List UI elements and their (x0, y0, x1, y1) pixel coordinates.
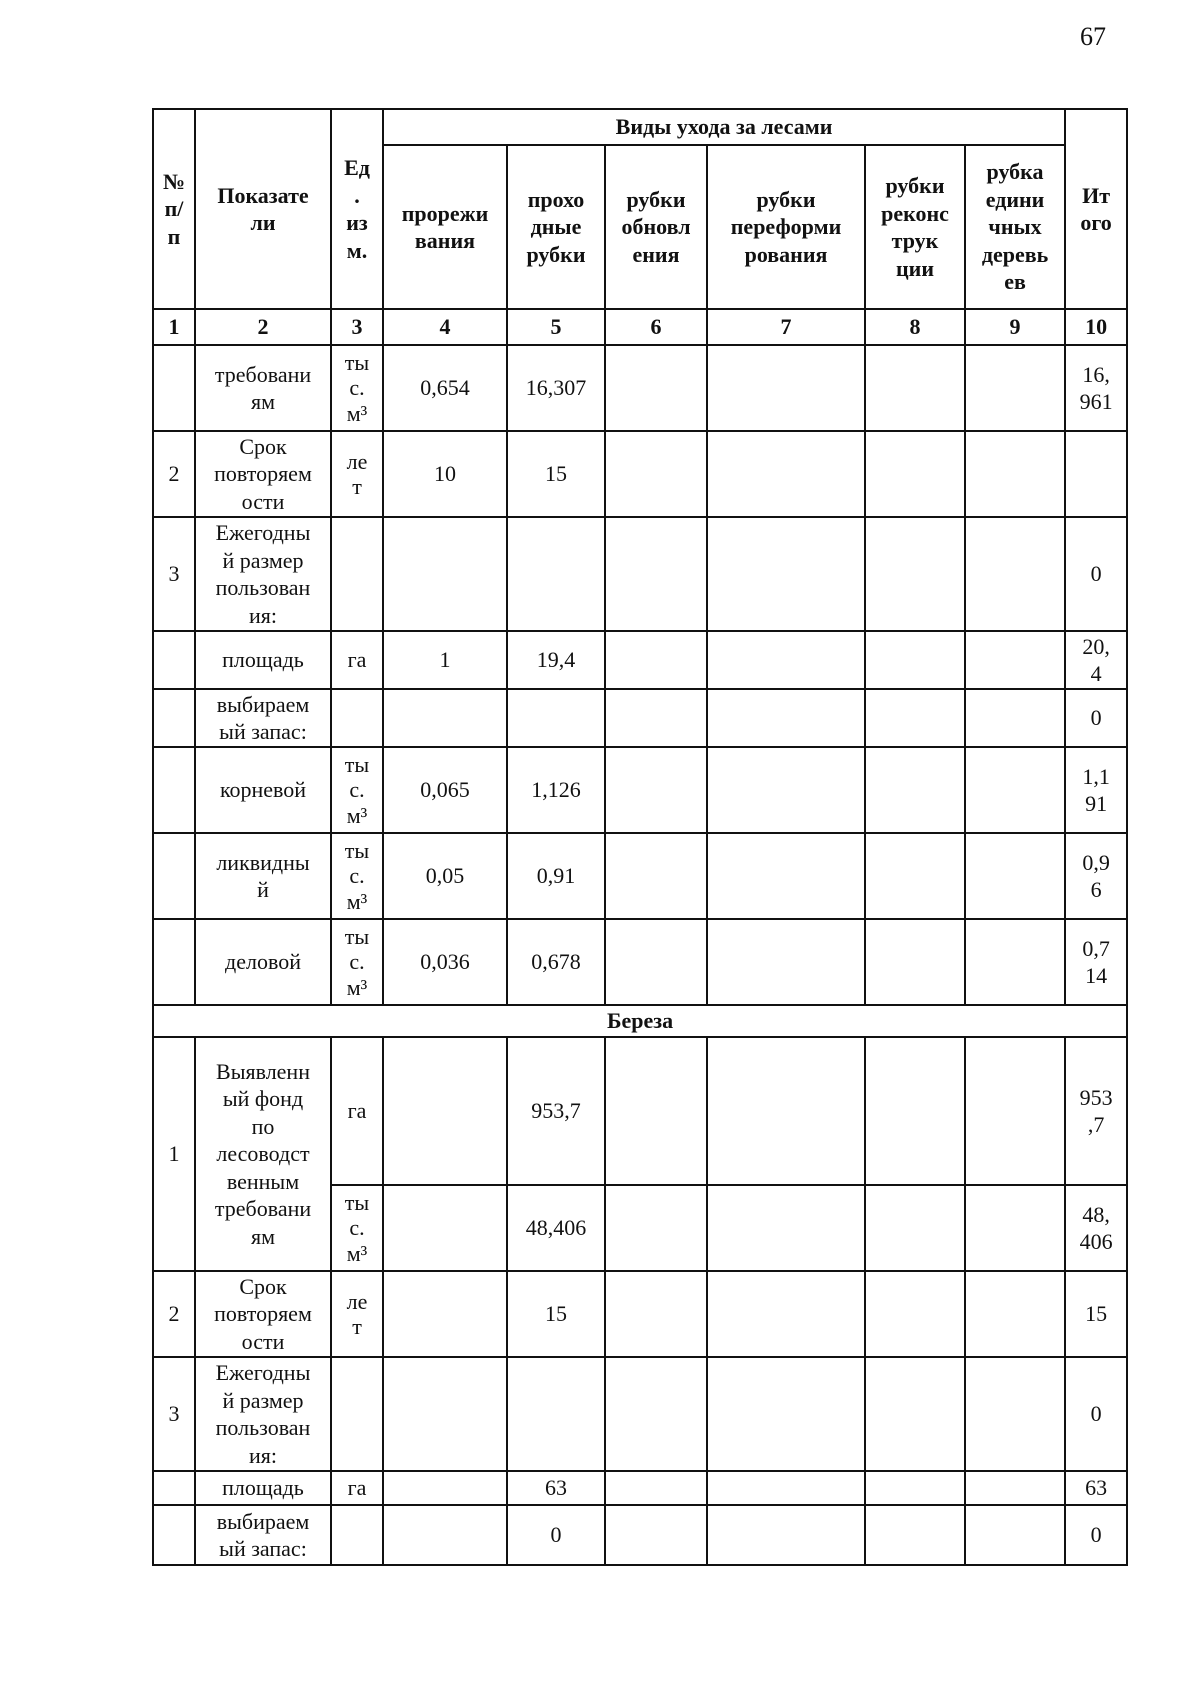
cell-empty (707, 1271, 865, 1357)
row-indicator: Выявленн ый фонд по лесоводст венным требовани ям (195, 1037, 331, 1271)
cell-empty (605, 1185, 707, 1271)
cell-empty (605, 833, 707, 919)
table-row (153, 1505, 1127, 1565)
cell-empty (707, 1357, 865, 1471)
cell-total: 0 (1065, 517, 1127, 631)
cell-total: 0,7 14 (1065, 919, 1127, 1005)
cell-empty (865, 1037, 965, 1185)
table-row (153, 1271, 1127, 1357)
cell-passing: 0,678 (507, 919, 605, 1005)
cell-empty (707, 431, 865, 517)
cell-empty (965, 1357, 1065, 1471)
row-number: 2 (153, 1271, 195, 1357)
row-unit: ты с. м³ (331, 833, 383, 919)
table-row (153, 747, 1127, 833)
row-number (153, 919, 195, 1005)
cell-empty (965, 631, 1065, 689)
table-row (153, 1471, 1127, 1505)
cell-empty (965, 517, 1065, 631)
cell-empty (707, 747, 865, 833)
cell-empty (865, 631, 965, 689)
cell-empty (865, 1505, 965, 1565)
table-row (153, 345, 1127, 431)
header-reconstruction: рубки реконс трук ции (865, 145, 965, 309)
cell-empty (965, 1185, 1065, 1271)
cell-empty (707, 1471, 865, 1505)
cell-total: 63 (1065, 1471, 1127, 1505)
row-unit: га (331, 631, 383, 689)
cell-total: 1,1 91 (1065, 747, 1127, 833)
row-unit: ты с. м³ (331, 919, 383, 1005)
cell-empty (383, 1271, 507, 1357)
cell-empty (383, 1037, 507, 1185)
header-group-title: Виды ухода за лесами (383, 109, 1065, 145)
cell-empty (865, 517, 965, 631)
cell-empty (605, 431, 707, 517)
cell-total: 953 ,7 (1065, 1037, 1127, 1185)
table-row (153, 919, 1127, 1005)
cell-thinning: 0,065 (383, 747, 507, 833)
row-number (153, 345, 195, 431)
cell-total: 20, 4 (1065, 631, 1127, 689)
row-unit (331, 517, 383, 631)
cell-empty (605, 345, 707, 431)
header-passing: прохо дные рубки (507, 145, 605, 309)
col-number: 8 (865, 309, 965, 345)
cell-empty (707, 1505, 865, 1565)
cell-empty (707, 345, 865, 431)
row-indicator: деловой (195, 919, 331, 1005)
cell-passing: 15 (507, 1271, 605, 1357)
cell-total: 0 (1065, 689, 1127, 747)
header-total: Ит ого (1065, 109, 1127, 309)
cell-empty (605, 631, 707, 689)
cell-empty (965, 919, 1065, 1005)
page-number: 67 (1080, 22, 1106, 51)
cell-empty (965, 345, 1065, 431)
cell-thinning (383, 517, 507, 631)
header-indicator: Показате ли (195, 109, 331, 309)
cell-passing (507, 689, 605, 747)
cell-thinning: 10 (383, 431, 507, 517)
cell-empty (605, 689, 707, 747)
header-reform: рубки переформи рования (707, 145, 865, 309)
cell-passing: 63 (507, 1471, 605, 1505)
cell-empty (707, 689, 865, 747)
cell-total: 0 (1065, 1505, 1127, 1565)
row-number (153, 689, 195, 747)
row-unit (331, 689, 383, 747)
row-unit: ты с. м³ (331, 1185, 383, 1271)
cell-passing: 16,307 (507, 345, 605, 431)
cell-empty (865, 833, 965, 919)
cell-empty (865, 1271, 965, 1357)
col-number: 6 (605, 309, 707, 345)
row-indicator: площадь (195, 631, 331, 689)
cell-empty (605, 919, 707, 1005)
cell-passing: 1,126 (507, 747, 605, 833)
cell-empty (707, 833, 865, 919)
cell-total: 48, 406 (1065, 1185, 1127, 1271)
row-number (153, 631, 195, 689)
cell-empty (605, 1471, 707, 1505)
row-indicator: Ежегодны й размер пользован ия: (195, 517, 331, 631)
cell-total: 0,9 6 (1065, 833, 1127, 919)
cell-empty (331, 1505, 383, 1565)
cell-empty (605, 1505, 707, 1565)
table-row (153, 1357, 1127, 1471)
cell-empty (383, 1185, 507, 1271)
col-number: 3 (331, 309, 383, 345)
cell-passing: 48,406 (507, 1185, 605, 1271)
cell-thinning: 0,05 (383, 833, 507, 919)
cell-empty (865, 431, 965, 517)
cell-thinning: 0,036 (383, 919, 507, 1005)
cell-empty (331, 1357, 383, 1471)
row-unit: ты с. м³ (331, 345, 383, 431)
cell-passing (507, 517, 605, 631)
col-number: 7 (707, 309, 865, 345)
header-row-number: № п/ п (153, 109, 195, 309)
table-row (153, 431, 1127, 517)
cell-thinning: 1 (383, 631, 507, 689)
cell-total (1065, 431, 1127, 517)
cell-thinning (383, 689, 507, 747)
cell-empty (507, 1357, 605, 1471)
row-number: 3 (153, 1357, 195, 1471)
cell-empty (383, 1505, 507, 1565)
row-indicator: площадь (195, 1471, 331, 1505)
cell-empty (383, 1471, 507, 1505)
row-indicator: корневой (195, 747, 331, 833)
row-unit: га (331, 1471, 383, 1505)
row-number: 2 (153, 431, 195, 517)
table-row (153, 833, 1127, 919)
cell-empty (865, 689, 965, 747)
col-number: 10 (1065, 309, 1127, 345)
header-renewal: рубки обновл ения (605, 145, 707, 309)
table-row (153, 517, 1127, 631)
cell-total: 0 (1065, 1357, 1127, 1471)
table-row (153, 1037, 1127, 1185)
col-number: 2 (195, 309, 331, 345)
col-number: 1 (153, 309, 195, 345)
cell-empty (707, 919, 865, 1005)
row-unit: га (331, 1037, 383, 1185)
cell-empty (707, 517, 865, 631)
row-unit: ты с. м³ (331, 747, 383, 833)
cell-empty (865, 919, 965, 1005)
cell-passing: 0 (507, 1505, 605, 1565)
row-unit: ле т (331, 1271, 383, 1357)
row-number: 1 (153, 1037, 195, 1271)
col-number: 9 (965, 309, 1065, 345)
cell-empty (865, 1185, 965, 1271)
cell-empty (865, 1357, 965, 1471)
col-number: 4 (383, 309, 507, 345)
row-number (153, 1471, 195, 1505)
column-number-row (153, 309, 1127, 345)
row-indicator: Срок повторяем ости (195, 431, 331, 517)
header-unit: Ед . из м. (331, 109, 383, 309)
row-number: 3 (153, 517, 195, 631)
cell-passing: 15 (507, 431, 605, 517)
cell-empty (965, 1471, 1065, 1505)
row-number (153, 833, 195, 919)
table-row (153, 631, 1127, 689)
cell-empty (383, 1357, 507, 1471)
row-indicator: Ежегодны й размер пользован ия: (195, 1357, 331, 1471)
row-indicator: выбираем ый запас: (195, 689, 331, 747)
cell-passing: 19,4 (507, 631, 605, 689)
cell-thinning: 0,654 (383, 345, 507, 431)
cell-empty (865, 1471, 965, 1505)
forest-care-table (152, 108, 1128, 1566)
header-thinning: прорежи вания (383, 145, 507, 309)
cell-empty (707, 1037, 865, 1185)
row-number (153, 747, 195, 833)
row-indicator: ликвидны й (195, 833, 331, 919)
cell-empty (865, 747, 965, 833)
cell-empty (605, 517, 707, 631)
cell-empty (707, 1185, 865, 1271)
row-unit: ле т (331, 431, 383, 517)
cell-empty (707, 631, 865, 689)
cell-empty (605, 1271, 707, 1357)
row-indicator: требовани ям (195, 345, 331, 431)
section-row (153, 1005, 1127, 1037)
cell-empty (605, 747, 707, 833)
cell-empty (605, 1037, 707, 1185)
cell-total: 15 (1065, 1271, 1127, 1357)
table-row (153, 689, 1127, 747)
row-indicator: выбираем ый запас: (195, 1505, 331, 1565)
col-number: 5 (507, 309, 605, 345)
header-single-trees: рубка едини чных деревь ев (965, 145, 1065, 309)
cell-empty (965, 1037, 1065, 1185)
cell-empty (965, 1271, 1065, 1357)
cell-passing: 953,7 (507, 1037, 605, 1185)
row-number (153, 1505, 195, 1565)
cell-empty (605, 1357, 707, 1471)
row-indicator: Срок повторяем ости (195, 1271, 331, 1357)
cell-empty (865, 345, 965, 431)
cell-total: 16, 961 (1065, 345, 1127, 431)
cell-empty (965, 1505, 1065, 1565)
cell-empty (965, 431, 1065, 517)
cell-empty (965, 833, 1065, 919)
section-title: Береза (153, 1005, 1127, 1037)
cell-empty (965, 689, 1065, 747)
cell-passing: 0,91 (507, 833, 605, 919)
cell-empty (965, 747, 1065, 833)
